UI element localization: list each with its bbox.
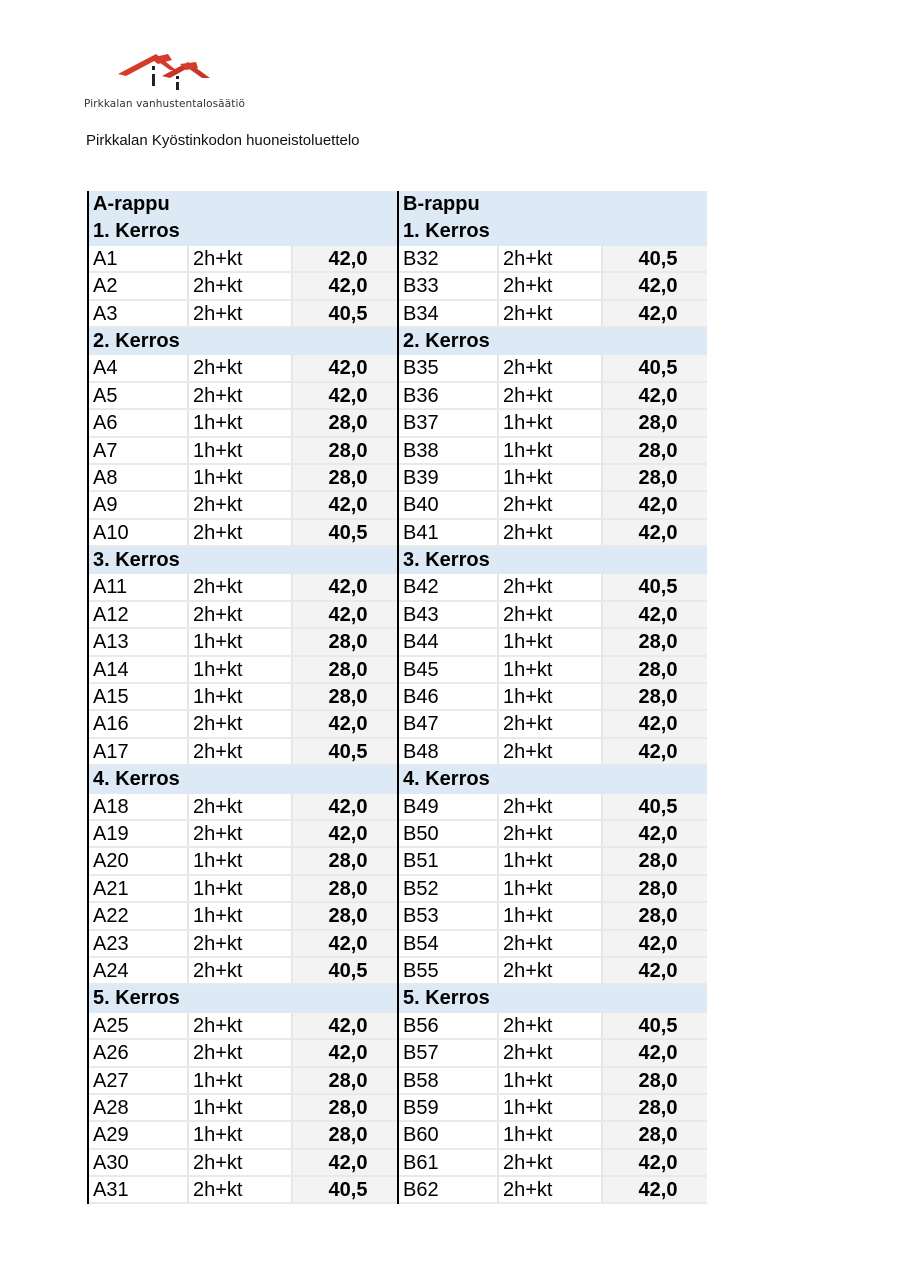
apartment-area: 28,0 bbox=[293, 848, 397, 873]
apartment-type: 2h+kt bbox=[499, 1150, 603, 1175]
apartment-id: B48 bbox=[399, 739, 499, 764]
floor-heading: 5. Kerros bbox=[399, 985, 707, 1012]
apartment-id: A13 bbox=[89, 629, 189, 654]
apartment-type: 1h+kt bbox=[499, 876, 603, 901]
apartment-id: A3 bbox=[89, 301, 189, 326]
apartment-type: 1h+kt bbox=[189, 848, 293, 873]
apartment-id: B44 bbox=[399, 629, 499, 654]
table-row bbox=[89, 876, 397, 903]
apartment-id: B40 bbox=[399, 492, 499, 517]
apartment-id: B60 bbox=[399, 1122, 499, 1147]
apartment-type: 2h+kt bbox=[499, 355, 603, 380]
logo-text: Pirkkalan vanhustentalosäätiö bbox=[84, 98, 245, 110]
floor-heading: 5. Kerros bbox=[89, 985, 397, 1012]
apartment-id: B57 bbox=[399, 1040, 499, 1065]
table-row bbox=[399, 1068, 707, 1095]
floor-heading: 4. Kerros bbox=[399, 766, 707, 793]
apartment-type: 2h+kt bbox=[499, 273, 603, 298]
apartment-type: 1h+kt bbox=[189, 657, 293, 682]
table-row bbox=[89, 383, 397, 410]
apartment-area: 40,5 bbox=[603, 574, 707, 599]
apartment-area: 42,0 bbox=[293, 574, 397, 599]
apartment-id: B37 bbox=[399, 410, 499, 435]
table-row bbox=[89, 273, 397, 300]
table-row bbox=[399, 246, 707, 273]
apartment-area: 28,0 bbox=[603, 1068, 707, 1093]
apartment-type: 2h+kt bbox=[189, 739, 293, 764]
apartment-id: A7 bbox=[89, 438, 189, 463]
table-row bbox=[89, 1013, 397, 1040]
table-row bbox=[399, 355, 707, 382]
table-row bbox=[89, 821, 397, 848]
apartment-id: B45 bbox=[399, 657, 499, 682]
apartment-area: 40,5 bbox=[603, 794, 707, 819]
apartment-type: 2h+kt bbox=[189, 574, 293, 599]
apartment-type: 1h+kt bbox=[499, 438, 603, 463]
apartment-id: A12 bbox=[89, 602, 189, 627]
apartment-area: 28,0 bbox=[603, 903, 707, 928]
apartment-type: 1h+kt bbox=[189, 684, 293, 709]
apartment-type: 2h+kt bbox=[189, 602, 293, 627]
table-row bbox=[89, 492, 397, 519]
apartment-area: 40,5 bbox=[293, 301, 397, 326]
apartment-id: A5 bbox=[89, 383, 189, 408]
apartment-type: 2h+kt bbox=[189, 1013, 293, 1038]
apartment-type: 2h+kt bbox=[189, 711, 293, 736]
apartment-area: 28,0 bbox=[293, 629, 397, 654]
table-row bbox=[399, 1095, 707, 1122]
apartment-area: 40,5 bbox=[293, 739, 397, 764]
apartment-area: 42,0 bbox=[603, 273, 707, 298]
table-row bbox=[399, 876, 707, 903]
apartment-type: 2h+kt bbox=[499, 574, 603, 599]
apartment-id: B51 bbox=[399, 848, 499, 873]
apartment-area: 42,0 bbox=[603, 301, 707, 326]
apartment-id: A11 bbox=[89, 574, 189, 599]
apartment-id: A26 bbox=[89, 1040, 189, 1065]
apartment-id: B49 bbox=[399, 794, 499, 819]
apartment-id: A4 bbox=[89, 355, 189, 380]
table-row bbox=[89, 1095, 397, 1122]
apartment-id: B47 bbox=[399, 711, 499, 736]
apartment-id: A31 bbox=[89, 1177, 189, 1202]
table-row bbox=[399, 410, 707, 437]
apartment-id: A21 bbox=[89, 876, 189, 901]
apartment-type: 1h+kt bbox=[189, 438, 293, 463]
apartment-area: 42,0 bbox=[293, 602, 397, 627]
table-row bbox=[399, 273, 707, 300]
apartment-area: 28,0 bbox=[603, 438, 707, 463]
table-row bbox=[89, 1068, 397, 1095]
apartment-id: A15 bbox=[89, 684, 189, 709]
table-row bbox=[89, 1040, 397, 1067]
table-row bbox=[399, 602, 707, 629]
apartment-area: 42,0 bbox=[603, 602, 707, 627]
apartment-id: B35 bbox=[399, 355, 499, 380]
apartment-type: 2h+kt bbox=[499, 1177, 603, 1202]
apartment-area: 28,0 bbox=[293, 903, 397, 928]
apartment-type: 2h+kt bbox=[499, 246, 603, 271]
table-row bbox=[89, 438, 397, 465]
table-row bbox=[89, 301, 397, 328]
apartment-area: 28,0 bbox=[603, 1122, 707, 1147]
apartment-area: 28,0 bbox=[603, 465, 707, 490]
apartment-id: B53 bbox=[399, 903, 499, 928]
apartment-type: 2h+kt bbox=[189, 931, 293, 956]
apartment-type: 2h+kt bbox=[189, 301, 293, 326]
table-row bbox=[399, 848, 707, 875]
floor-heading: 1. Kerros bbox=[399, 218, 707, 245]
apartment-id: B41 bbox=[399, 520, 499, 545]
apartment-id: A1 bbox=[89, 246, 189, 271]
floor-heading: 2. Kerros bbox=[399, 328, 707, 355]
apartment-area: 42,0 bbox=[293, 1150, 397, 1175]
apartment-area: 42,0 bbox=[293, 1040, 397, 1065]
apartment-area: 40,5 bbox=[293, 520, 397, 545]
apartment-type: 2h+kt bbox=[499, 958, 603, 983]
apartment-type: 1h+kt bbox=[189, 465, 293, 490]
table-row bbox=[89, 465, 397, 492]
table-row bbox=[399, 1013, 707, 1040]
apartment-type: 2h+kt bbox=[499, 931, 603, 956]
apartment-id: B38 bbox=[399, 438, 499, 463]
apartment-area: 28,0 bbox=[603, 1095, 707, 1120]
apartment-area: 42,0 bbox=[293, 794, 397, 819]
apartment-area: 42,0 bbox=[603, 739, 707, 764]
apartment-area: 28,0 bbox=[293, 876, 397, 901]
apartment-type: 2h+kt bbox=[499, 383, 603, 408]
table-row bbox=[399, 958, 707, 985]
apartment-type: 1h+kt bbox=[499, 1095, 603, 1120]
house-logo-icon bbox=[114, 48, 214, 92]
table-row bbox=[399, 1177, 707, 1204]
apartment-id: B58 bbox=[399, 1068, 499, 1093]
apartment-type: 2h+kt bbox=[189, 1040, 293, 1065]
apartment-type: 1h+kt bbox=[189, 1068, 293, 1093]
table-row bbox=[399, 684, 707, 711]
table-row bbox=[89, 246, 397, 273]
stairwell-column bbox=[397, 191, 707, 1204]
apartment-id: B36 bbox=[399, 383, 499, 408]
table-row bbox=[399, 492, 707, 519]
table-row bbox=[399, 1150, 707, 1177]
apartment-type: 1h+kt bbox=[189, 903, 293, 928]
apartment-type: 1h+kt bbox=[189, 1122, 293, 1147]
apartment-type: 2h+kt bbox=[499, 492, 603, 517]
table-row bbox=[89, 520, 397, 547]
table-row bbox=[399, 438, 707, 465]
apartment-area: 42,0 bbox=[603, 1040, 707, 1065]
table-row bbox=[89, 794, 397, 821]
apartment-id: A18 bbox=[89, 794, 189, 819]
apartment-area: 42,0 bbox=[603, 520, 707, 545]
apartment-id: B52 bbox=[399, 876, 499, 901]
table-row bbox=[89, 602, 397, 629]
apartment-type: 2h+kt bbox=[499, 520, 603, 545]
apartment-type: 1h+kt bbox=[499, 629, 603, 654]
table-row bbox=[399, 629, 707, 656]
apartment-id: A9 bbox=[89, 492, 189, 517]
apartment-area: 42,0 bbox=[293, 246, 397, 271]
apartment-type: 2h+kt bbox=[499, 794, 603, 819]
apartment-area: 40,5 bbox=[603, 246, 707, 271]
table-row bbox=[399, 903, 707, 930]
apartment-area: 28,0 bbox=[603, 684, 707, 709]
apartment-area: 42,0 bbox=[603, 931, 707, 956]
table-row bbox=[399, 1040, 707, 1067]
apartment-area: 28,0 bbox=[603, 410, 707, 435]
table-row bbox=[89, 629, 397, 656]
table-row bbox=[89, 410, 397, 437]
apartment-type: 2h+kt bbox=[189, 383, 293, 408]
apartment-area: 42,0 bbox=[293, 821, 397, 846]
apartment-id: B42 bbox=[399, 574, 499, 599]
apartment-area: 28,0 bbox=[293, 410, 397, 435]
apartment-area: 42,0 bbox=[603, 711, 707, 736]
apartment-area: 42,0 bbox=[293, 273, 397, 298]
apartment-id: A20 bbox=[89, 848, 189, 873]
table-row bbox=[399, 739, 707, 766]
apartment-area: 42,0 bbox=[293, 383, 397, 408]
apartment-type: 2h+kt bbox=[189, 520, 293, 545]
apartment-type: 2h+kt bbox=[499, 739, 603, 764]
table-row bbox=[399, 301, 707, 328]
apartment-type: 1h+kt bbox=[189, 876, 293, 901]
apartment-area: 40,5 bbox=[293, 1177, 397, 1202]
apartment-area: 40,5 bbox=[603, 355, 707, 380]
apartment-area: 42,0 bbox=[293, 931, 397, 956]
apartment-id: B46 bbox=[399, 684, 499, 709]
apartment-type: 1h+kt bbox=[499, 1068, 603, 1093]
apartment-type: 2h+kt bbox=[499, 711, 603, 736]
apartment-id: B39 bbox=[399, 465, 499, 490]
apartment-area: 28,0 bbox=[293, 438, 397, 463]
table-row bbox=[399, 711, 707, 738]
apartment-area: 42,0 bbox=[603, 1150, 707, 1175]
apartment-type: 1h+kt bbox=[189, 629, 293, 654]
apartment-area: 28,0 bbox=[293, 1095, 397, 1120]
apartment-area: 40,5 bbox=[603, 1013, 707, 1038]
apartment-id: B32 bbox=[399, 246, 499, 271]
table-row bbox=[399, 1122, 707, 1149]
apartment-type: 1h+kt bbox=[499, 657, 603, 682]
apartment-area: 28,0 bbox=[293, 1068, 397, 1093]
apartment-area: 42,0 bbox=[603, 958, 707, 983]
table-row bbox=[399, 657, 707, 684]
apartment-id: A25 bbox=[89, 1013, 189, 1038]
apartment-id: A2 bbox=[89, 273, 189, 298]
apartment-id: B56 bbox=[399, 1013, 499, 1038]
apartment-area: 40,5 bbox=[293, 958, 397, 983]
apartment-area: 42,0 bbox=[603, 492, 707, 517]
table-row bbox=[399, 383, 707, 410]
apartment-area: 28,0 bbox=[603, 657, 707, 682]
table-row bbox=[399, 574, 707, 601]
apartment-id: B34 bbox=[399, 301, 499, 326]
apartment-type: 1h+kt bbox=[189, 410, 293, 435]
apartment-area: 28,0 bbox=[293, 684, 397, 709]
apartment-type: 2h+kt bbox=[189, 355, 293, 380]
table-row bbox=[89, 903, 397, 930]
apartment-area: 28,0 bbox=[603, 629, 707, 654]
floor-heading: 1. Kerros bbox=[89, 218, 397, 245]
apartment-area: 42,0 bbox=[603, 383, 707, 408]
floor-heading: 3. Kerros bbox=[89, 547, 397, 574]
apartment-id: A14 bbox=[89, 657, 189, 682]
apartment-id: A19 bbox=[89, 821, 189, 846]
apartment-id: B61 bbox=[399, 1150, 499, 1175]
apartment-type: 1h+kt bbox=[189, 1095, 293, 1120]
apartment-area: 28,0 bbox=[603, 848, 707, 873]
apartment-id: A8 bbox=[89, 465, 189, 490]
table-row bbox=[89, 848, 397, 875]
apartment-type: 1h+kt bbox=[499, 1122, 603, 1147]
apartment-id: A27 bbox=[89, 1068, 189, 1093]
apartment-id: A24 bbox=[89, 958, 189, 983]
apartment-id: B50 bbox=[399, 821, 499, 846]
apartment-type: 1h+kt bbox=[499, 684, 603, 709]
table-row bbox=[89, 1177, 397, 1204]
apartment-type: 2h+kt bbox=[189, 1177, 293, 1202]
apartment-type: 1h+kt bbox=[499, 410, 603, 435]
table-row bbox=[89, 958, 397, 985]
apartment-type: 1h+kt bbox=[499, 903, 603, 928]
apartment-type: 2h+kt bbox=[499, 1013, 603, 1038]
floor-heading: 4. Kerros bbox=[89, 766, 397, 793]
table-row bbox=[399, 520, 707, 547]
apartment-id: A16 bbox=[89, 711, 189, 736]
apartment-id: A17 bbox=[89, 739, 189, 764]
table-row bbox=[89, 931, 397, 958]
apartment-type: 2h+kt bbox=[499, 1040, 603, 1065]
apartment-id: B55 bbox=[399, 958, 499, 983]
apartment-type: 2h+kt bbox=[189, 273, 293, 298]
apartment-area: 28,0 bbox=[603, 876, 707, 901]
apartment-area: 42,0 bbox=[603, 1177, 707, 1202]
apartment-area: 42,0 bbox=[603, 821, 707, 846]
table-row bbox=[89, 739, 397, 766]
apartment-type: 2h+kt bbox=[189, 492, 293, 517]
table-row bbox=[89, 574, 397, 601]
apartment-type: 2h+kt bbox=[499, 301, 603, 326]
apartment-id: A23 bbox=[89, 931, 189, 956]
apartment-id: A30 bbox=[89, 1150, 189, 1175]
apartment-area: 42,0 bbox=[293, 1013, 397, 1038]
apartment-area: 28,0 bbox=[293, 657, 397, 682]
apartment-type: 1h+kt bbox=[499, 848, 603, 873]
apartment-area: 28,0 bbox=[293, 1122, 397, 1147]
apartment-area: 42,0 bbox=[293, 355, 397, 380]
apartment-id: B62 bbox=[399, 1177, 499, 1202]
page-title: Pirkkalan Kyöstinkodon huoneistoluettelo bbox=[86, 132, 360, 149]
logo bbox=[84, 48, 264, 114]
table-row bbox=[399, 931, 707, 958]
apartment-type: 2h+kt bbox=[189, 958, 293, 983]
apartment-type: 2h+kt bbox=[189, 794, 293, 819]
apartment-type: 2h+kt bbox=[499, 821, 603, 846]
stairwell-heading: A-rappu bbox=[89, 191, 397, 218]
apartment-type: 2h+kt bbox=[189, 821, 293, 846]
apartment-id: A29 bbox=[89, 1122, 189, 1147]
apartment-type: 2h+kt bbox=[499, 602, 603, 627]
stairwell-heading: B-rappu bbox=[399, 191, 707, 218]
table-row bbox=[399, 821, 707, 848]
apartment-id: A28 bbox=[89, 1095, 189, 1120]
table-row bbox=[89, 1150, 397, 1177]
apartment-id: B33 bbox=[399, 273, 499, 298]
apartment-area: 42,0 bbox=[293, 492, 397, 517]
apartment-id: A10 bbox=[89, 520, 189, 545]
apartment-type: 2h+kt bbox=[189, 1150, 293, 1175]
floor-heading: 2. Kerros bbox=[89, 328, 397, 355]
apartment-id: A6 bbox=[89, 410, 189, 435]
table-row bbox=[89, 1122, 397, 1149]
stairwell-column bbox=[87, 191, 397, 1204]
apartment-type: 2h+kt bbox=[189, 246, 293, 271]
floor-heading: 3. Kerros bbox=[399, 547, 707, 574]
table-row bbox=[89, 684, 397, 711]
apartment-id: B59 bbox=[399, 1095, 499, 1120]
table-row bbox=[399, 794, 707, 821]
apartment-id: A22 bbox=[89, 903, 189, 928]
table-row bbox=[89, 355, 397, 382]
table-row bbox=[89, 657, 397, 684]
apartment-type: 1h+kt bbox=[499, 465, 603, 490]
apartment-id: B54 bbox=[399, 931, 499, 956]
table-row bbox=[399, 465, 707, 492]
apartment-area: 28,0 bbox=[293, 465, 397, 490]
apartment-area: 42,0 bbox=[293, 711, 397, 736]
table-row bbox=[89, 711, 397, 738]
apartment-id: B43 bbox=[399, 602, 499, 627]
